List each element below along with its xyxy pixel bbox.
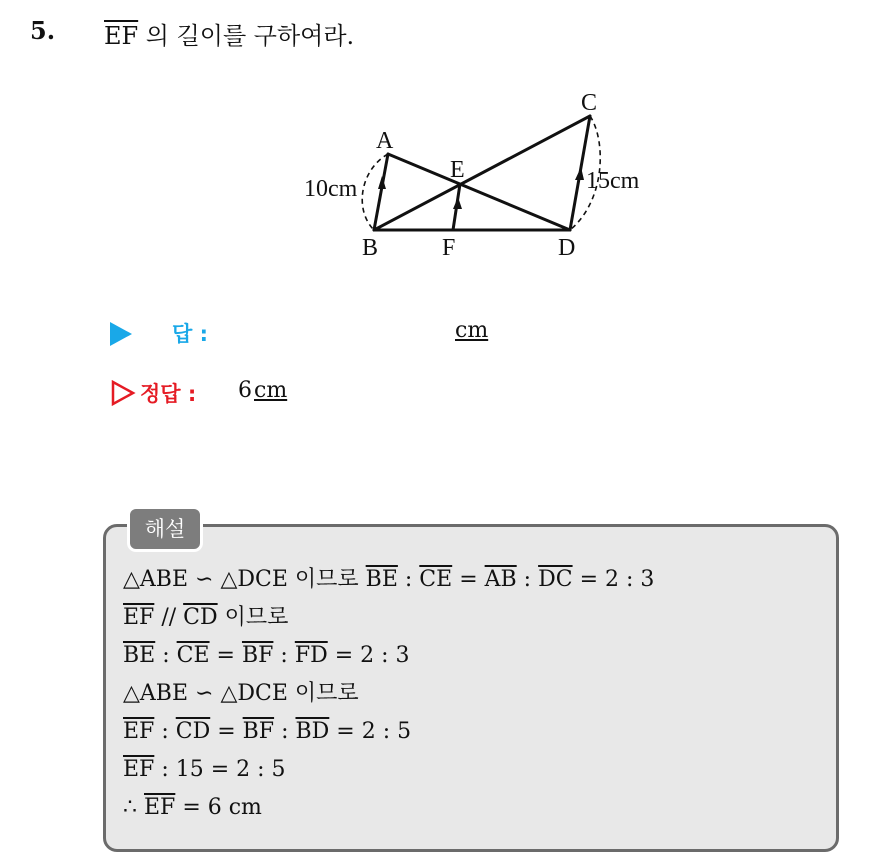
solution-text: ∴ xyxy=(123,795,144,820)
solution-line xyxy=(123,638,654,676)
label-c: C xyxy=(581,90,598,116)
solution-text: 이므로 xyxy=(217,605,289,630)
solution-line xyxy=(123,600,654,638)
label-ab-length: 10cm xyxy=(304,176,358,202)
segment-name: $\overline{CE}$ xyxy=(176,643,210,668)
solution-line xyxy=(123,676,654,714)
segment-name: $\overline{BD}$ xyxy=(295,719,330,744)
solution-text: △ABE ∽ △DCE 이므로 xyxy=(123,567,366,592)
label-f: F xyxy=(442,235,456,261)
segment-ad xyxy=(388,154,570,230)
solution-text: : xyxy=(516,567,539,592)
solution-tag: 해설 xyxy=(127,506,203,552)
answer-unit: cm xyxy=(455,318,489,343)
solution-line xyxy=(123,790,654,828)
solution-text: : xyxy=(274,719,296,744)
correct-answer-unit: cm xyxy=(254,378,288,403)
segment-name: $\overline{CE}$ xyxy=(419,567,453,592)
outline-arrow-icon xyxy=(110,380,136,406)
segment-name: $\overline{EF}$ xyxy=(144,795,176,820)
solution-text: = xyxy=(452,567,485,592)
solution-text: : xyxy=(397,567,420,592)
solution-text: : xyxy=(155,643,177,668)
arrow-ef xyxy=(453,197,462,209)
solution-line xyxy=(123,714,654,752)
correct-answer-label: 정답 : xyxy=(140,382,197,406)
label-b: B xyxy=(362,235,379,261)
segment-bc xyxy=(374,116,590,230)
label-a: A xyxy=(376,128,394,154)
segment-name: $\overline{BE}$ xyxy=(365,567,398,592)
segment-name: $\overline{EF}$ xyxy=(123,605,155,630)
solution-line xyxy=(123,562,654,600)
segment-name: $\overline{DC}$ xyxy=(538,567,573,592)
segment-name: $\overline{CD}$ xyxy=(183,605,218,630)
label-cd-length: 15cm xyxy=(586,168,640,194)
segment-name: $\overline{FD}$ xyxy=(294,643,328,668)
solution-text: = xyxy=(210,719,243,744)
solution-text: △ABE ∽ △DCE 이므로 xyxy=(123,681,359,706)
solution-line xyxy=(123,752,654,790)
question-text xyxy=(104,16,354,51)
correct-answer-value: 6 xyxy=(238,378,252,403)
question-number: 5. xyxy=(30,16,56,45)
answer-label: 답 : xyxy=(172,322,208,346)
segment-name: $\overline{BF}$ xyxy=(241,643,274,668)
segment-ab xyxy=(374,154,388,230)
solution-text: : xyxy=(273,643,295,668)
solution-text: // xyxy=(154,605,184,630)
solution-text: = 2 : 3 xyxy=(572,567,655,592)
segment-name: $\overline{BE}$ xyxy=(123,643,156,668)
play-arrow-icon xyxy=(110,322,132,346)
solution-text: = 6 cm xyxy=(175,795,262,820)
solution-lines xyxy=(123,562,654,828)
segment-name: $\overline{EF}$ xyxy=(123,719,155,744)
segment-ef: $\overline{EF}$ xyxy=(104,22,139,50)
solution-text: : 15 = 2 : 5 xyxy=(154,757,286,782)
segment-name: $\overline{EF}$ xyxy=(123,757,155,782)
geometry-figure xyxy=(290,80,690,270)
solution-text: : xyxy=(154,719,176,744)
solution-text: = 2 : 5 xyxy=(329,719,412,744)
label-e: E xyxy=(450,157,465,183)
label-d: D xyxy=(558,235,576,261)
segment-name: $\overline{AB}$ xyxy=(484,567,517,592)
segment-name: $\overline{BF}$ xyxy=(242,719,275,744)
question-prompt: 의 길이를 구하여라. xyxy=(138,22,355,50)
segment-name: $\overline{CD}$ xyxy=(175,719,211,744)
solution-text: = 2 : 3 xyxy=(327,643,410,668)
solution-text: = xyxy=(209,643,242,668)
